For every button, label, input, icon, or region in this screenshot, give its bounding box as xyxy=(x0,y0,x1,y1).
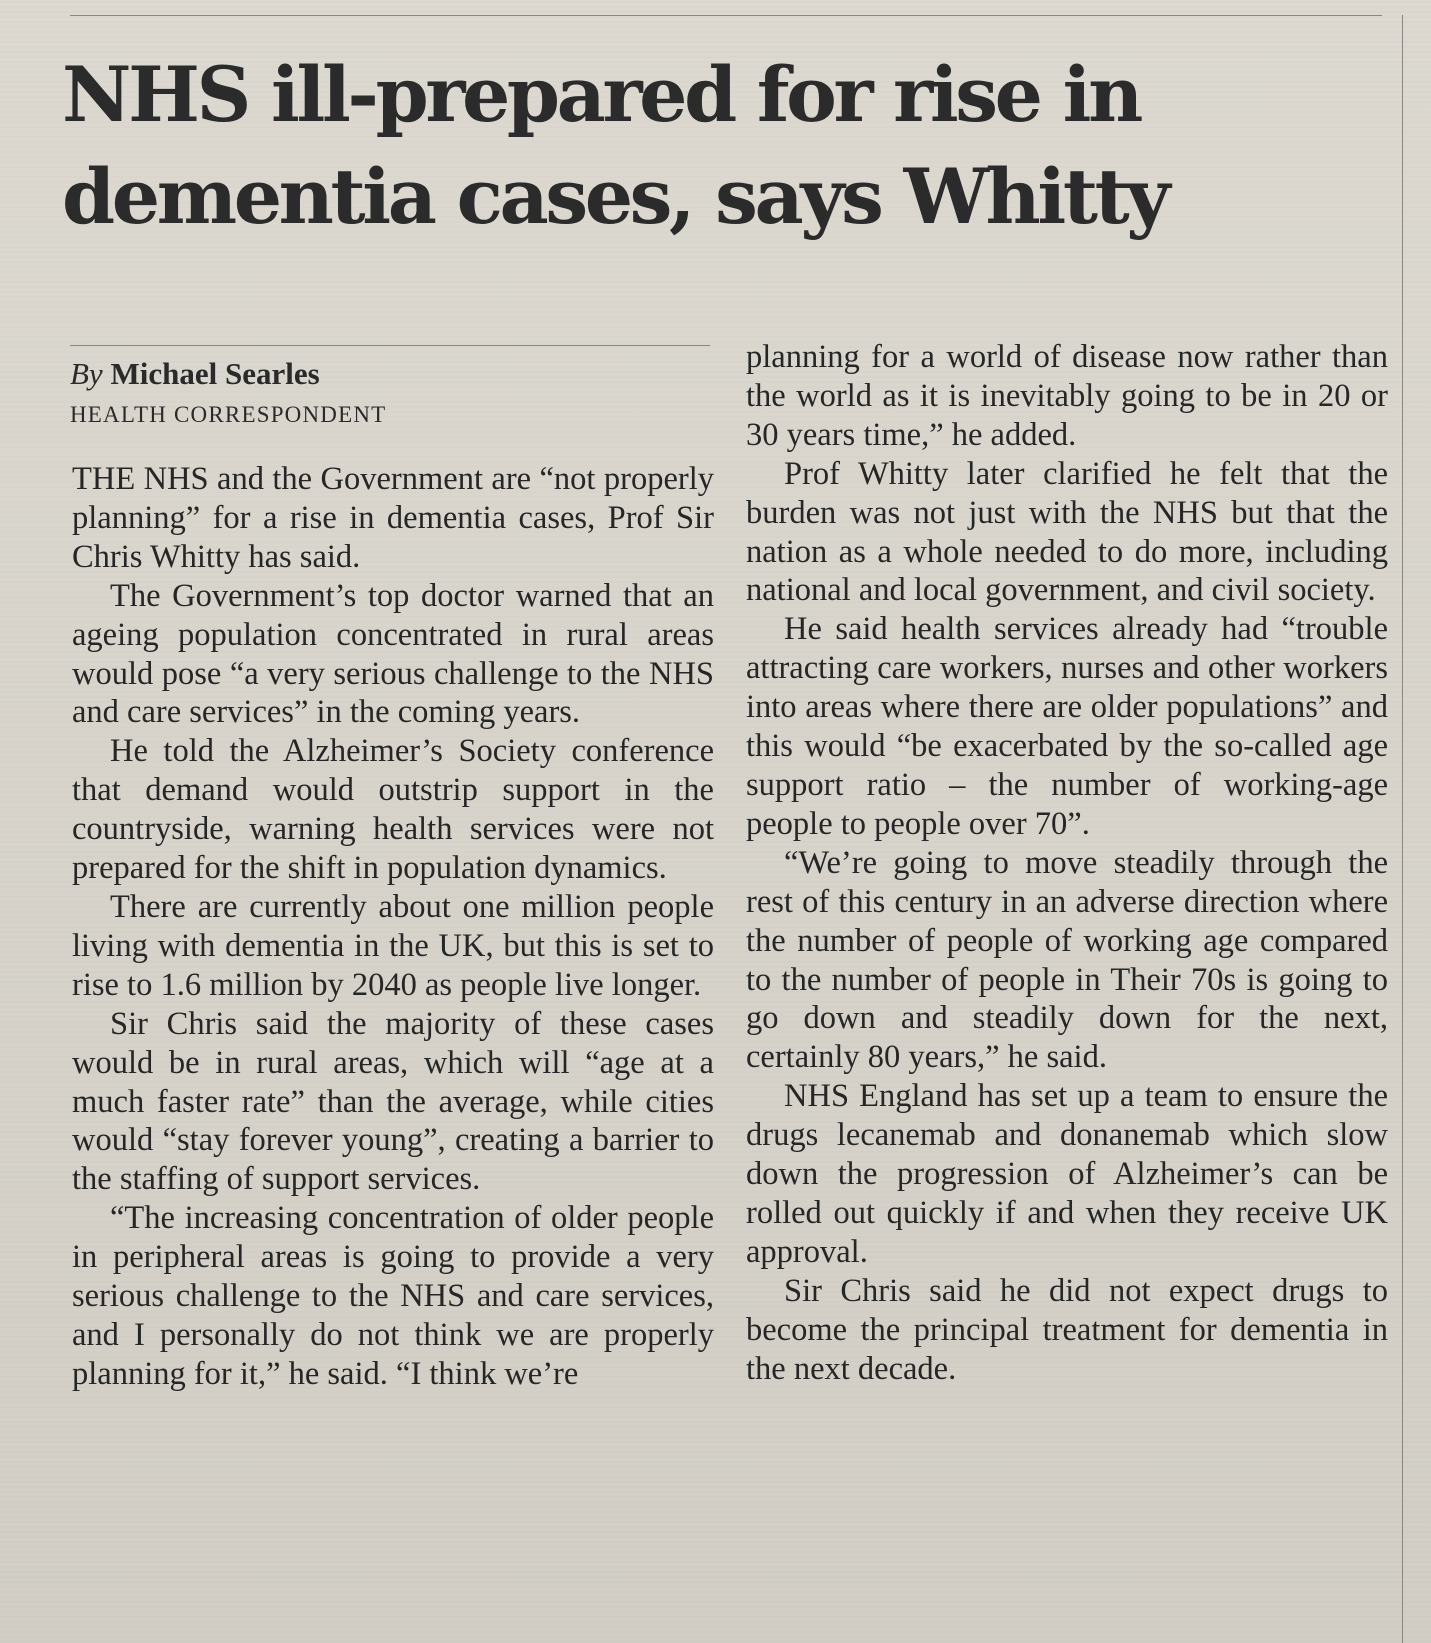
top-rule xyxy=(70,15,1382,16)
paragraph: Prof Whitty later clarified he felt that the burden was not just with the NHS but that the nation as a whole needed to do more, including national and local government, and civil society. xyxy=(746,455,1388,609)
article-column-right xyxy=(746,338,1388,1388)
column-rule xyxy=(1402,15,1403,1643)
paragraph: “We’re going to move steadily through the rest of this century in an adverse direction where the number of people of working age compared to the number of people in Their 70s is going to go down and steadily down for the next, certainly 80 years,” he said. xyxy=(746,844,1388,1076)
author-role: HEALTH CORRESPONDENT xyxy=(70,402,387,427)
paragraph: “The increasing concentration of older people in peripheral areas is going to provide a very serious challenge to the NHS and care services, and I personally do not think we are properly planning for it,” he said. “I think we’re xyxy=(72,1200,714,1392)
paragraph: He said health services already had “trouble attracting care workers, nurses and other workers into areas where there are older populations” and this would “be exacerbated by the so-called age support ratio – the number of working-age people to people over 70”. xyxy=(746,611,1388,842)
byline-rule xyxy=(70,345,710,346)
article-column-left xyxy=(72,460,714,1394)
paragraph: Sir Chris said the majority of these cases would be in rural areas, which will “age at a much faster rate” than the average, while cities would “stay forever young”, creating a barrier to the staffing of support services. xyxy=(72,1005,714,1198)
paragraph: Sir Chris said he did not expect drugs to become the principal treatment for dementia in the next decade. xyxy=(746,1272,1388,1387)
author-name: Michael Searles xyxy=(110,356,320,391)
paragraph: THE NHS and the Government are “not properly planning” for a rise in dementia cases, Prof Sir Chris Whitty has said. xyxy=(72,461,714,575)
paragraph: planning for a world of disease now rather than the world as it is inevitably going to be in 20 or 30 years time,” he added. xyxy=(746,339,1388,453)
byline xyxy=(70,355,710,393)
paragraph: There are currently about one million people living with dementia in the UK, but this is set to rise to 1.6 million by 2040 as people live longer. xyxy=(72,888,714,1003)
paragraph: The Government’s top doctor warned that an ageing population concentrated in rural areas would pose “a very serious challenge to the NHS and care services” in the coming years. xyxy=(72,577,714,731)
paragraph: He told the Alzheimer’s Society conference that demand would outstrip support in the countryside, warning health services were not prepared for the shift in population dynamics. xyxy=(72,733,714,887)
headline: NHS ill-prepared for rise in dementia cases, says Whitty xyxy=(62,50,1168,241)
paragraph: NHS England has set up a team to ensure the drugs lecanemab and donanemab which slow down the progression of Alzheimer’s can be rolled out quickly if and when they receive UK approval. xyxy=(746,1078,1388,1270)
byline-by: By xyxy=(70,356,103,391)
